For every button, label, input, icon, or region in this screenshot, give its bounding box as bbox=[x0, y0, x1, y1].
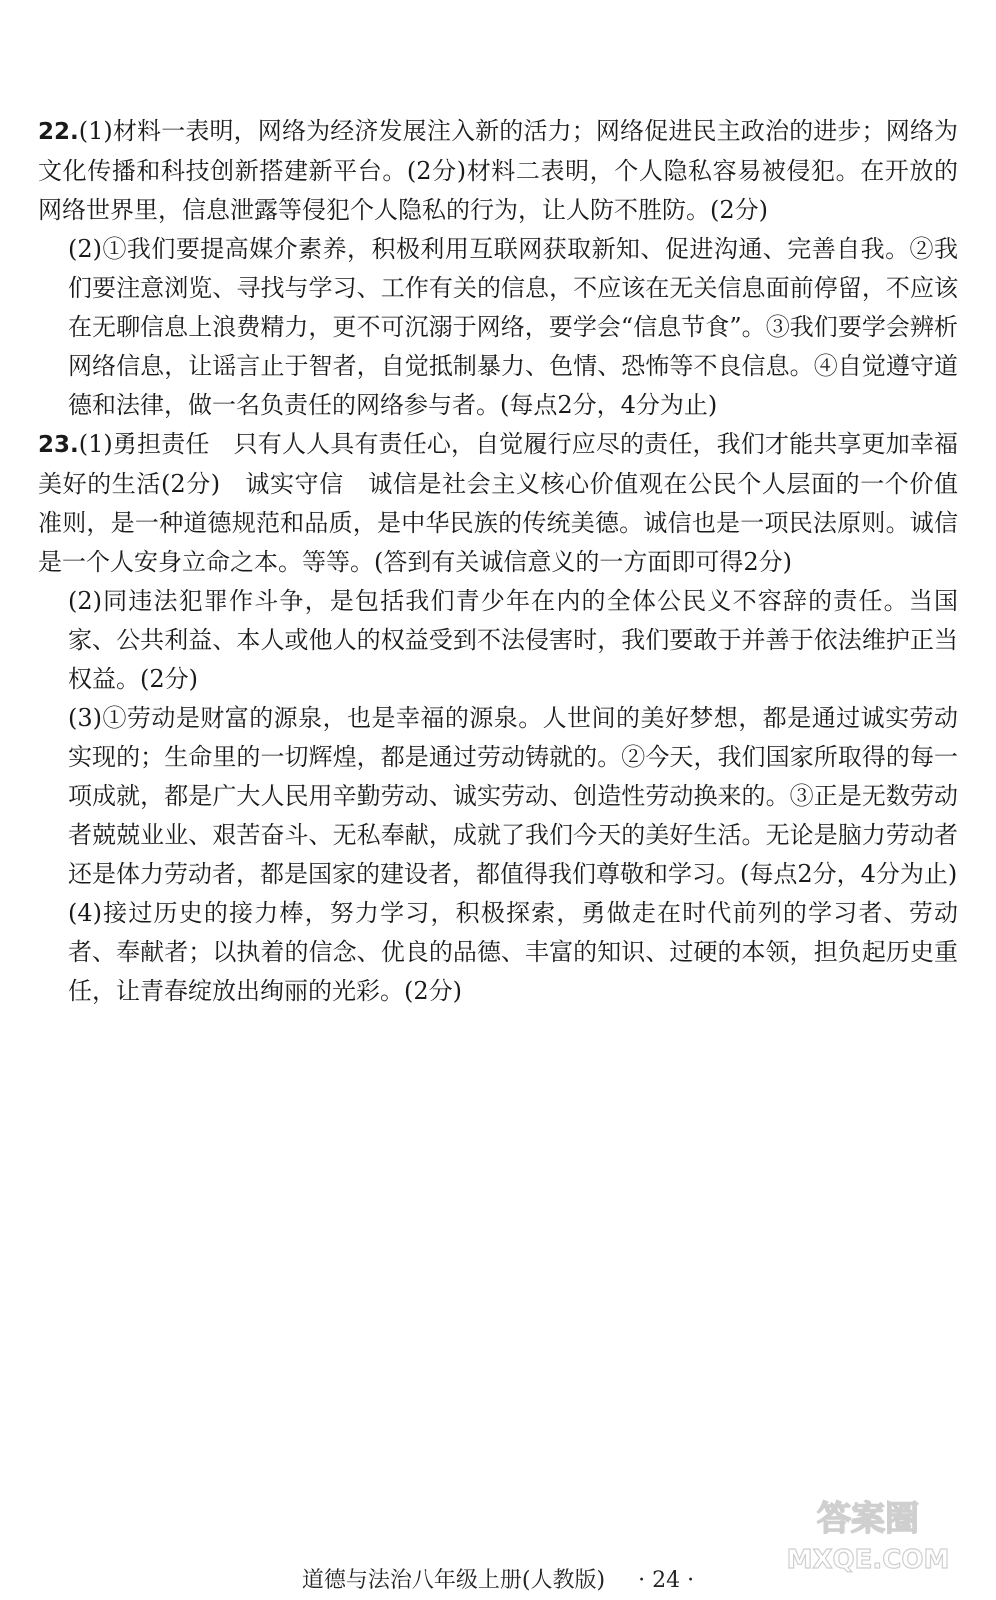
question-23 bbox=[38, 425, 958, 1011]
watermark-bottom-text: MXQE.COM bbox=[786, 1545, 950, 1575]
q23-part-4: (4)接过历史的接力棒，努力学习，积极探索，勇做走在时代前列的学习者、劳动者、奉献者；以执着的信念、优良的品德、丰富的知识、过硬的本领，担负起历史重任，让青春绽放出绚丽的光彩。(2分) bbox=[68, 899, 958, 1005]
question-number-22: 22. bbox=[38, 119, 79, 145]
question-number-23: 23. bbox=[38, 432, 79, 458]
q23-part-3: (3)①劳动是财富的源泉，也是幸福的源泉。人世间的美好梦想，都是通过诚实劳动实现的；生命里的一切辉煌，都是通过劳动铸就的。②今天，我们国家所取得的每一项成就，都是广大人民用辛勤劳动、诚实劳动、创造性劳动换来的。③正是无数劳动者兢兢业业、艰苦奋斗、无私奉献，成就了我们今天的美好生活。无论是脑力劳动者还是体力劳动者，都是国家的建设者，都值得我们尊敬和学习。(每点2分，4分为止) bbox=[68, 704, 958, 888]
book-title: 道德与法治八年级上册(人教版) bbox=[301, 1568, 606, 1593]
q22-part-1: (1)材料一表明，网络为经济发展注入新的活力；网络促进民主政治的进步；网络为文化传播和科技创新搭建新平台。(2分)材料二表明，个人隐私容易被侵犯。在开放的网络世界里，信息泄露等侵犯个人隐私的行为，让人防不胜防。(2分) bbox=[38, 117, 958, 224]
page-number: · 24 · bbox=[638, 1568, 695, 1593]
watermark-top-text: 答案圈 bbox=[817, 1499, 919, 1539]
q23-part-1: (1)勇担责任 只有人人具有责任心，自觉履行应尽的责任，我们才能共享更加幸福美好的生活(2分) 诚实守信 诚信是社会主义核心价值观在公民个人层面的一个价值准则，是一种道德规范和品质，是中华民族的传统美德。诚信也是一项民法原则。诚信是一个人安身立命之本。等等。(答到有关诚信意义的一方面即可得2分) bbox=[38, 430, 958, 576]
q22-part-2: (2)①我们要提高媒介素养，积极利用互联网获取新知、促进沟通、完善自我。②我们要注意浏览、寻找与学习、工作有关的信息，不应该在无关信息面前停留，不应该在无聊信息上浪费精力，更不可沉溺于网络，要学会“信息节食”。③我们要学会辨析网络信息，让谣言止于智者，自觉抵制暴力、色情、恐怖等不良信息。④自觉遵守道德和法律，做一名负责任的网络参与者。(每点2分，4分为止) bbox=[68, 235, 958, 419]
question-22 bbox=[38, 112, 958, 425]
page-footer bbox=[0, 1563, 996, 1594]
q23-part-2: (2)同违法犯罪作斗争，是包括我们青少年在内的全体公民义不容辞的责任。当国家、公共利益、本人或他人的权益受到不法侵害时，我们要敢于并善于依法维护正当权益。(2分) bbox=[68, 587, 958, 693]
answer-content bbox=[38, 112, 958, 1011]
